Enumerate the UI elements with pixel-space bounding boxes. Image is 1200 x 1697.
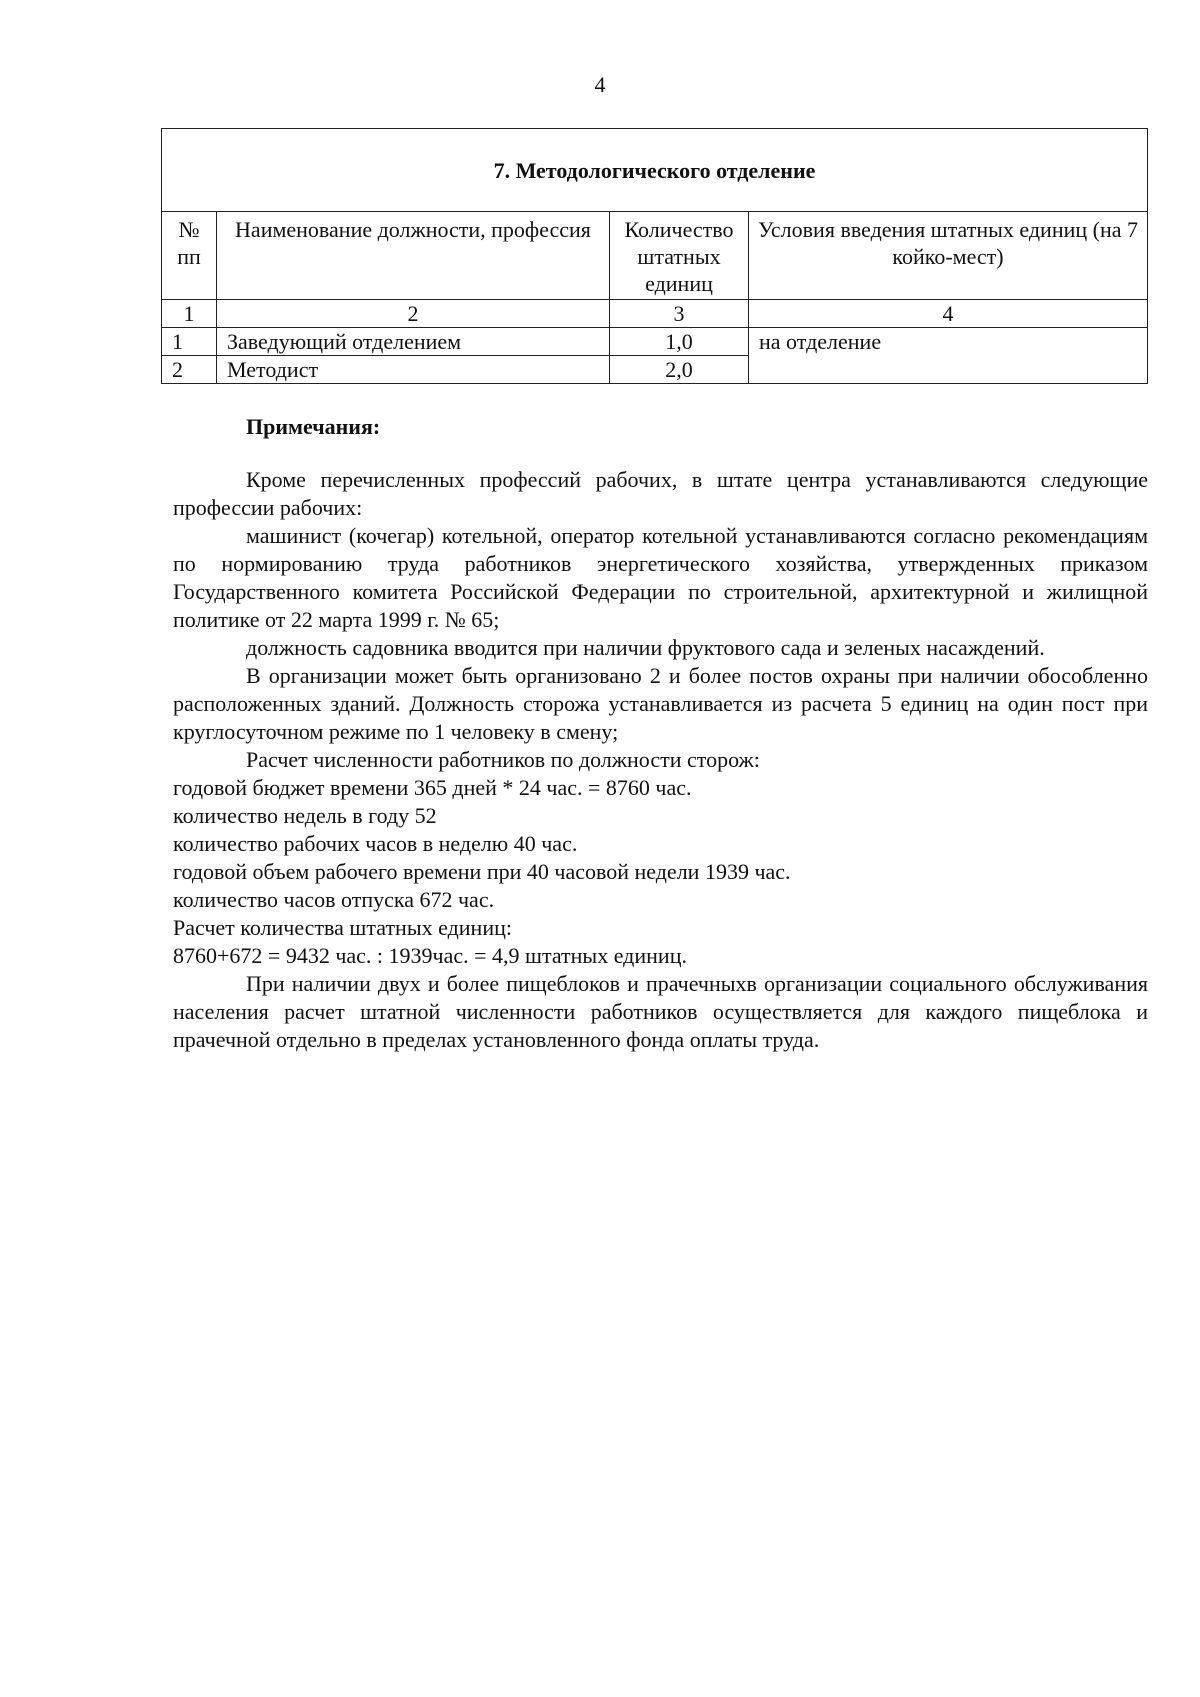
table-row: [162, 328, 1148, 356]
column-number-row: [162, 300, 1148, 328]
calc-line: количество недель в году 52: [173, 803, 437, 828]
header-conditions: Условия введения штатных единиц (на 7 койко-мест): [749, 212, 1148, 300]
page-number: 4: [594, 72, 606, 97]
calc-line: количество рабочих часов в неделю 40 час.: [173, 831, 578, 856]
header-number: № пп: [162, 212, 217, 300]
notes-paragraph: В организации может быть организовано 2 и более постов охраны при наличии обособленно расположенных зданий. Должность сторожа устанавливается из расчета 5 единиц на один пост при круглосуточном режиме по 1 человеку в смену;: [173, 663, 1148, 744]
row-count: 1,0: [610, 328, 749, 356]
calc-line: количество часов отпуска 672 час.: [173, 887, 495, 912]
notes-paragraph: машинист (кочегар) котельной, оператор котельной устанавливаются согласно рекомендациям по нормированию труда работников энергетического хозяйства, утвержденных приказом Государственного комитета Российской Федерации по строительной, архитектурной и жилищной политике от 22 марта 1999 г. № 65;: [173, 523, 1148, 632]
notes-title: Примечания:: [246, 414, 381, 439]
calc-line: годовой бюджет времени 365 дней * 24 час. = 8760 час.: [173, 775, 692, 800]
calc-line: 8760+672 = 9432 час. : 1939час. = 4,9 штатных единиц.: [173, 943, 687, 968]
header-count: Количество штатных единиц: [610, 212, 749, 300]
row-position: Методист: [217, 356, 610, 384]
notes-body: [173, 466, 1148, 1054]
column-number: 1: [162, 300, 217, 328]
column-number: 3: [610, 300, 749, 328]
row-count: 2,0: [610, 356, 749, 384]
table-title-row: [162, 129, 1148, 212]
header-position: Наименование должности, профессия: [217, 212, 610, 300]
calc-line: годовой объем рабочего времени при 40 часовой недели 1939 час.: [173, 859, 791, 884]
notes-final-paragraph: При наличии двух и более пищеблоков и прачечныхв организации социального обслуживания населения расчет штатной численности работников осуществляется для каждого пищеблока и прачечной отдельно в пределах установленного фонда оплаты труда.: [173, 971, 1148, 1052]
row-position: Заведующий отделением: [217, 328, 610, 356]
table-header-row: [162, 212, 1148, 300]
notes-paragraph: Расчет численности работников по должности сторож:: [246, 747, 760, 772]
notes-paragraph: Кроме перечисленных профессий рабочих, в штате центра устанавливаются следующие профессии рабочих:: [173, 467, 1148, 520]
notes-paragraph: должность садовника вводится при наличии фруктового сада и зеленых насаждений.: [246, 635, 1045, 660]
row-number: 2: [162, 356, 217, 384]
row-condition: на отделение: [749, 328, 1148, 384]
row-number: 1: [162, 328, 217, 356]
column-number: 2: [217, 300, 610, 328]
staff-table: [161, 128, 1148, 384]
table-title: 7. Методологического отделение: [162, 129, 1148, 212]
column-number: 4: [749, 300, 1148, 328]
calc-line: Расчет количества штатных единиц:: [173, 915, 512, 940]
